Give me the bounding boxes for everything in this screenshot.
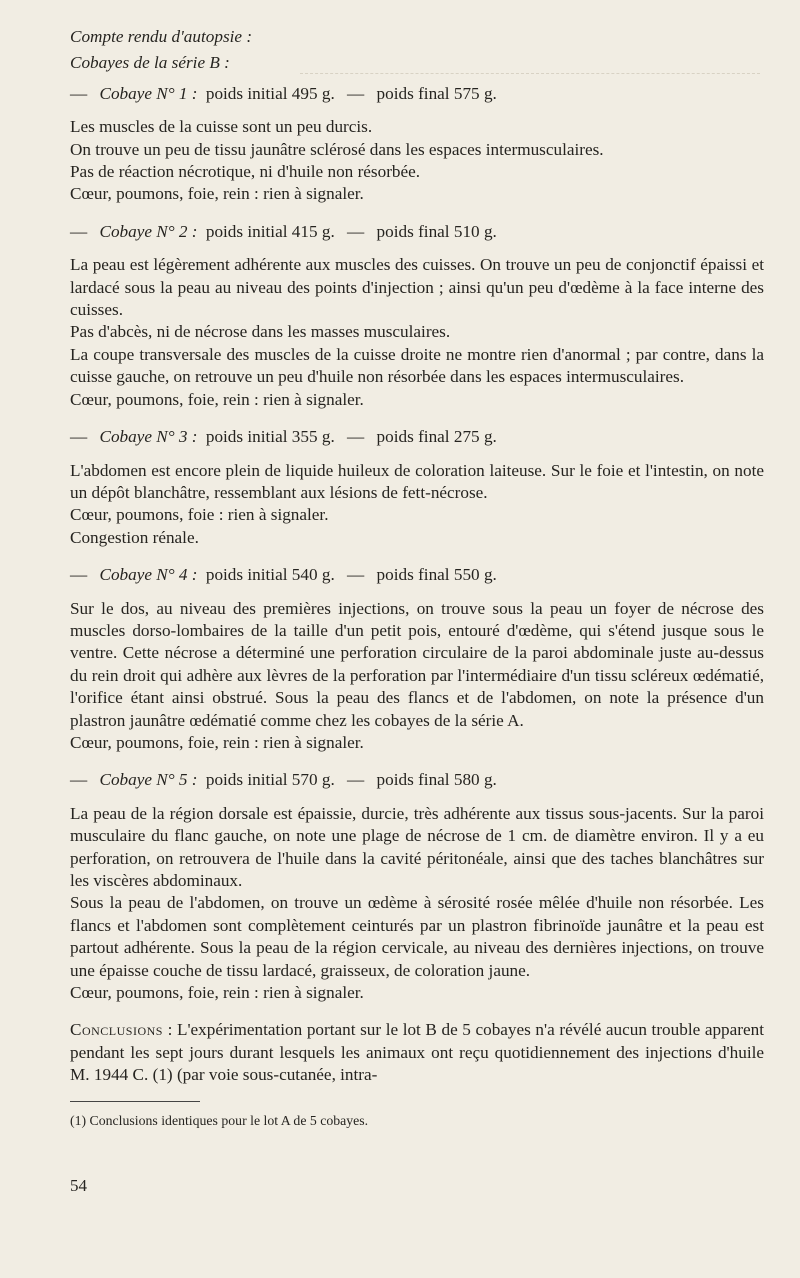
heading-dash: — (70, 565, 88, 585)
specimen-paragraph: La peau est légèrement adhérente aux muscles des cuisses. On trouve un peu de conjonctif épaissi et lardacé sous la peau au niveau des points d'injection ; ainsi qu'un peu d'œdème à la face interne des cuisses. (70, 255, 764, 320)
specimen-paragraph: Cœur, poumons, foie, rein : rien à signaler. (70, 184, 364, 204)
final-weight: poids final 580 g. (376, 770, 497, 790)
specimen-list (70, 83, 764, 1005)
specimen-heading (70, 221, 764, 243)
specimen-paragraph: Sur le dos, au niveau des premières injections, on trouve sous la peau un foyer de nécrose des muscles dorso-lombaires de la taille d'un petit pois, entouré d'œdème, qui s'étend jusque sous le ventre. Cette nécrose a déterminé une perforation circulaire de la paroi abdominale juste au-dessus du rein droit qui adhère aux lèvres de la perforation par l'intermédiaire d'un tissu scléreux œdématié, l'orifice étant ainsi obstrué. Sous la peau des flancs et de l'abdomen, on note la présence d'un plastron jaunâtre œdématié comme chez les cobayes de la série A. (70, 598, 764, 730)
specimen-label: Cobaye N° 1 : (99, 83, 198, 103)
footnote: (1) Conclusions identiques pour le lot A de 5 cobayes. (70, 1112, 369, 1128)
initial-weight: poids initial 355 g. (205, 427, 335, 447)
specimen-paragraph: Pas de réaction nécrotique, ni d'huile non résorbée. (70, 162, 421, 182)
specimen-paragraph: Sous la peau de l'abdomen, on trouve un œdème à sérosité rosée mêlée d'huile non résorbée. Les flancs et l'abdomen sont complètement ceinturés par un plastron fibrinoïde jaunâtre et la peau est partout adhérente. Sous la peau de la région cervicale, au niveau des dernières injections, on trouve une épaisse couche de tissu lardacé, graisseux, de coloration jaune. (70, 893, 764, 980)
document-page (70, 26, 764, 1130)
final-weight: poids final 550 g. (376, 565, 497, 585)
specimen-paragraph: Cœur, poumons, foie, rein : rien à signaler. (70, 983, 364, 1003)
specimen-label: Cobaye N° 5 : (99, 770, 198, 790)
section-title: Compte rendu d'autopsie : (70, 27, 253, 46)
series-title: Cobayes de la série B : (70, 53, 230, 73)
weight-separator: — (347, 427, 365, 447)
heading-dash: — (70, 427, 88, 447)
specimen-paragraph: Cœur, poumons, foie, rein : rien à signaler. (70, 732, 364, 752)
conclusions-paragraph (70, 1019, 764, 1086)
specimen-paragraph: L'abdomen est encore plein de liquide huileux de coloration laiteuse. Sur le foie et l'intestin, on note un dépôt blanchâtre, ressemblant aux lésions de fett-nécrose. (70, 460, 764, 502)
specimen-paragraph: On trouve un peu de tissu jaunâtre sclérosé dans les espaces intermusculaires. (70, 139, 604, 159)
specimen-paragraph: Cœur, poumons, foie, rein : rien à signaler. (70, 389, 364, 409)
conclusions-text: : L'expérimentation portant sur le lot B de 5 cobayes n'a révélé aucun trouble apparent pendant les sept jours durant lesquels les animaux ont reçu quotidiennement des injections d'huile M. 1944 C. (1) (par voie sous-cutanée, intra- (70, 1020, 764, 1085)
specimen-paragraph: La coupe transversale des muscles de la cuisse droite ne montre rien d'anormal ; par contre, dans la cuisse gauche, on retrouve un peu d'huile non résorbée dans les espaces intermusculaires. (70, 344, 764, 387)
specimen-paragraph: Les muscles de la cuisse sont un peu durcis. (70, 117, 373, 137)
specimen-paragraph: Cœur, poumons, foie : rien à signaler. (70, 505, 329, 525)
final-weight: poids final 575 g. (376, 83, 497, 103)
specimen-heading (70, 564, 764, 586)
weight-separator: — (347, 565, 365, 585)
initial-weight: poids initial 570 g. (205, 770, 335, 790)
specimen-label: Cobaye N° 3 : (99, 427, 198, 447)
heading-dash: — (70, 83, 88, 103)
final-weight: poids final 275 g. (376, 427, 497, 447)
specimen-label: Cobaye N° 4 : (99, 565, 198, 585)
specimen-paragraph: Pas d'abcès, ni de nécrose dans les masses musculaires. (70, 322, 451, 342)
heading-dash: — (70, 770, 88, 790)
specimen-block (70, 769, 764, 1004)
weight-separator: — (347, 83, 365, 103)
page-number: 54 (70, 1176, 87, 1195)
specimen-block (70, 564, 764, 754)
initial-weight: poids initial 495 g. (205, 83, 335, 103)
footnote-rule (70, 1101, 200, 1102)
weight-separator: — (347, 221, 365, 241)
conclusions-label: Conclusions (70, 1020, 163, 1040)
initial-weight: poids initial 540 g. (205, 565, 335, 585)
specimen-block (70, 221, 764, 411)
specimen-paragraph: La peau de la région dorsale est épaissie, durcie, très adhérente aux tissus sous-jacents. Sur la paroi musculaire du flanc gauche, on note une plage de nécrose de 1 cm. de diamètre environ. Il y a eu perforation, on retrouvera de l'huile dans la cavité péritonéale, ainsi que des taches blanchâtres sur les viscères abdominaux. (70, 803, 764, 890)
heading-dash: — (70, 221, 88, 241)
specimen-block (70, 83, 764, 206)
weight-separator: — (347, 770, 365, 790)
specimen-block (70, 426, 764, 549)
specimen-label: Cobaye N° 2 : (99, 221, 198, 241)
final-weight: poids final 510 g. (376, 221, 497, 241)
specimen-heading (70, 426, 764, 448)
specimen-paragraph: Congestion rénale. (70, 527, 199, 547)
initial-weight: poids initial 415 g. (205, 221, 335, 241)
specimen-heading (70, 83, 764, 105)
specimen-heading (70, 769, 764, 791)
